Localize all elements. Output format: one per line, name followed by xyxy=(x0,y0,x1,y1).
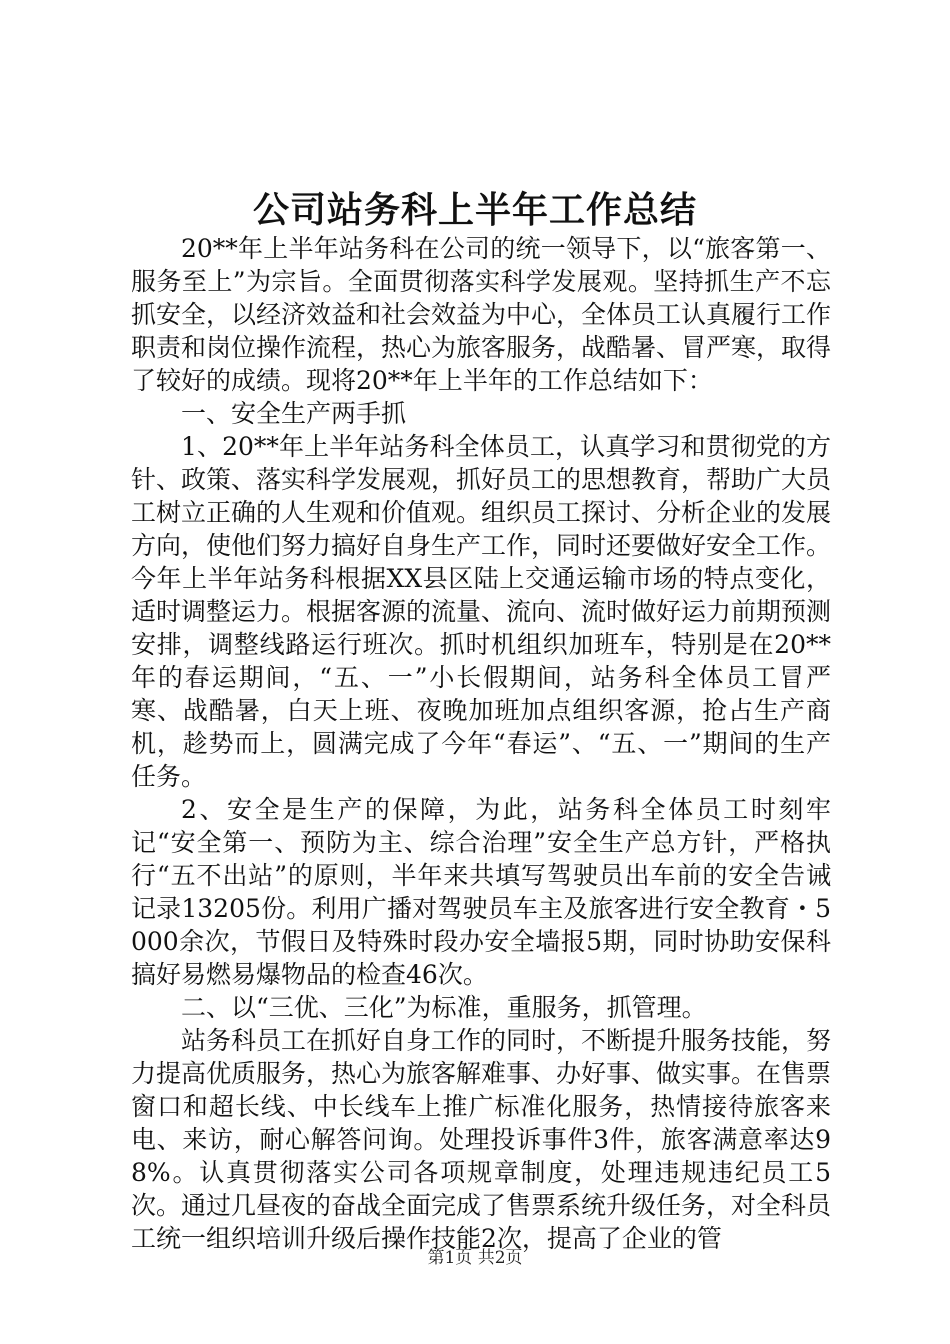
document-title: 公司站务科上半年工作总结 xyxy=(252,189,697,231)
document-body xyxy=(131,232,831,1255)
section-heading-service: 二、以“三优、三化”为标准，重服务，抓管理。 xyxy=(181,993,707,1022)
section-heading-safety: 一、安全生产两手抓 xyxy=(181,399,407,428)
body-paragraph-2: 2、安全是生产的保障，为此，站务科全体员工时刻牢记“安全第一、预防为主、综合治理”安全生产总方针，严格执行“五不出站”的原则，半年来共填写驾驶员出车前的安全告诫记录13205份。利用广播对驾驶员车主及旅客进行安全教育・5000余次，节假日及特殊时段办安全墙报5期，同时协助安保科搞好易燃易爆物品的检查46次。 xyxy=(131,795,831,989)
intro-paragraph: 20**年上半年站务科在公司的统一领导下，以“旅客第一、服务至上”为宗旨。全面贯彻落实科学发展观。坚持抓生产不忘抓安全，以经济效益和社会效益为中心，全体员工认真履行工作职责和岗位操作流程，热心为旅客服务，战酷暑、冒严寒，取得了较好的成绩。现将20**年上半年的工作总结如下： xyxy=(131,234,832,395)
page-number-footer: 第1页 共2页 xyxy=(427,1248,523,1268)
body-paragraph-3: 站务科员工在抓好自身工作的同时，不断提升服务技能，努力提高优质服务，热心为旅客解难事、办好事、做实事。在售票窗口和超长线、中长线车上推广标准化服务，热情接待旅客来电、来访，耐心解答问询。处理投诉事件3件，旅客满意率达98%。认真贯彻落实公司各项规章制度，处理违规违纪员工5次。通过几昼夜的奋战全面完成了售票系统升级任务，对全科员工统一组织培训升级后操作技能2次，提高了企业的管 xyxy=(131,1026,832,1253)
body-paragraph-1: 1、20**年上半年站务科全体员工，认真学习和贯彻党的方针、政策、落实科学发展观，抓好员工的思想教育，帮助广大员工树立正确的人生观和价值观。组织员工探讨、分析企业的发展方向，使他们努力搞好自身生产工作，同时还要做好安全工作。今年上半年站务科根据XX县区陆上交通运输市场的特点变化，适时调整运力。根据客源的流量、流向、流时做好运力前期预测安排，调整线路运行班次。抓时机组织加班车，特别是在20**年的春运期间，“五、一”小长假期间，站务科全体员工冒严寒、战酷暑，白天上班、夜晚加班加点组织客源，抢占生产商机，趁势而上，圆满完成了今年“春运”、“五、一”期间的生产任务。 xyxy=(131,432,832,791)
